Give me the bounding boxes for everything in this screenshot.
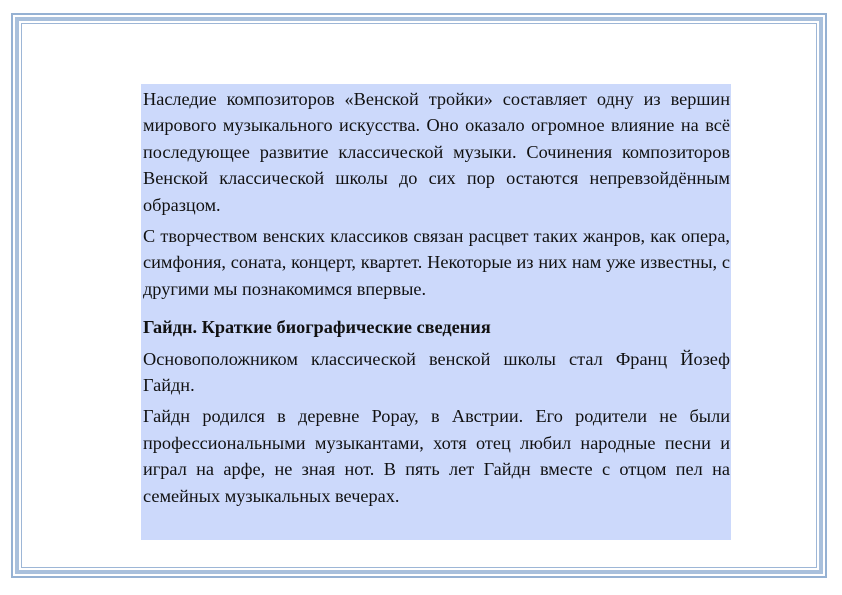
intro-paragraph-2: С творчеством венских классиков связан расцвет таких жанров, как опера, симфония, соната, концерт, квартет. Некоторые из них нам уже известны, с другими мы познакомимся впервые. [143, 226, 730, 299]
section-paragraph-1: Основоположником классической венской школы стал Франц Йозеф Гайдн. [143, 348, 730, 396]
section-heading: Гайдн. Краткие биографические сведения [143, 317, 491, 338]
text-block [141, 84, 731, 540]
intro-paragraph-1: Наследие композиторов «Венской тройки» составляет одну из вершин мирового музыкального искусства. Оно оказало огромное влияние на всё последующее развитие классической музыки. Сочинения композиторов Венской классической школы до сих пор остаются непревзойдённым образцом. [143, 89, 730, 215]
section-paragraph-2: Гайдн родился в деревне Рорау, в Австрии. Его родители не были профессиональными музыкантами, хотя отец любил народные песни и играл на арфе, не зная нот. В пять лет Гайдн вместе с отцом пел на семейных музыкальных вечерах. [143, 406, 730, 506]
